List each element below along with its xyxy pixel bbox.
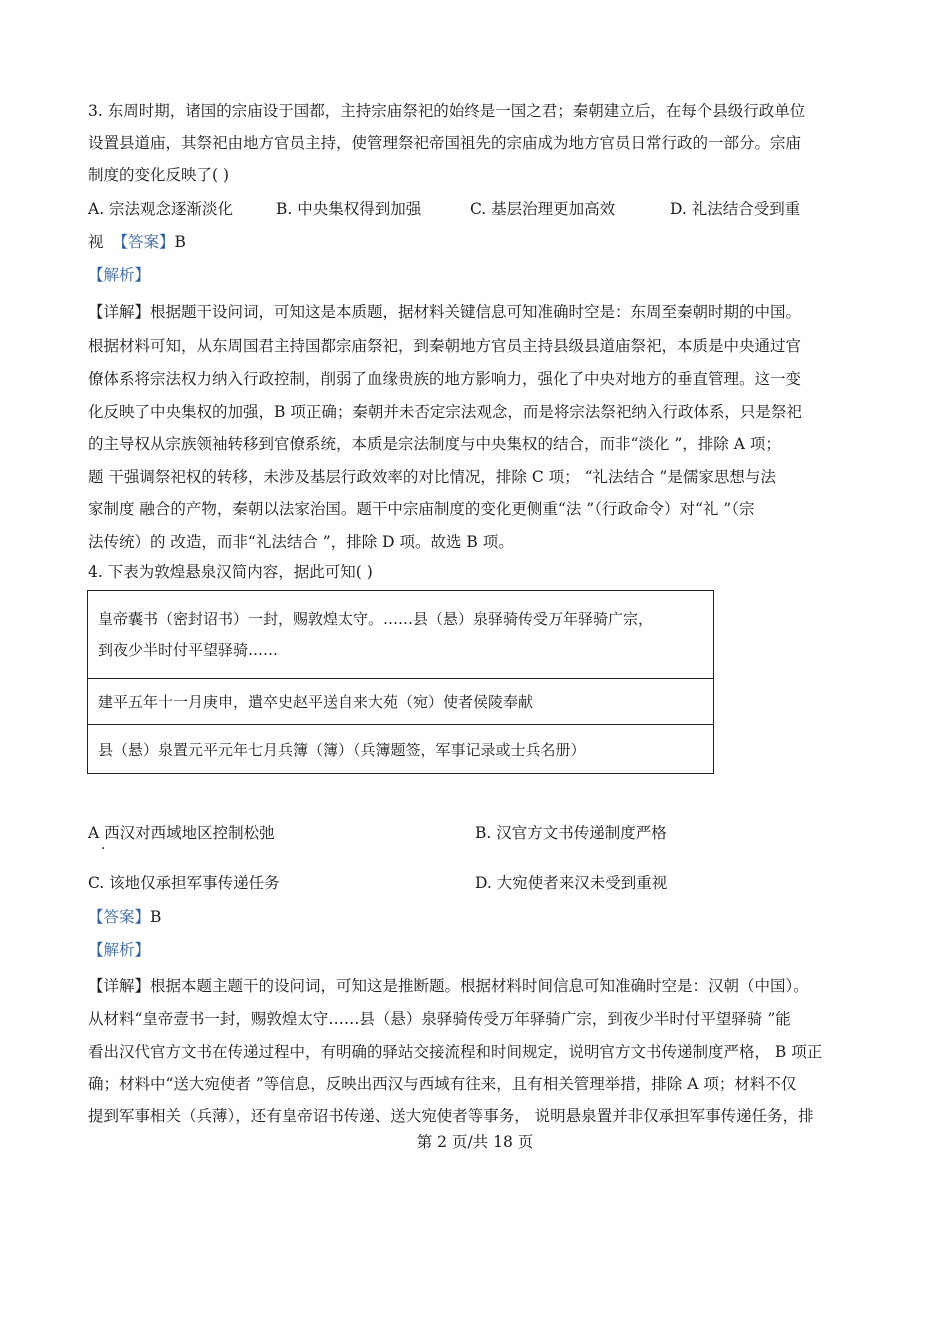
- table-cell: [88, 679, 714, 725]
- q3-detail-line-5: 的主导权从宗族领袖转移到官僚系统，本质是宗法制度与中央集权的结合，而非“淡化 ”，排除 A 项；: [88, 435, 781, 453]
- table-row: [88, 679, 714, 725]
- table-cell-text: 建平五年十一月庚申，遣卒史赵平送自来大苑（宛）使者侯陵奉献: [98, 693, 534, 711]
- q3-detail-line-8: 法传统）的 改造，而非“礼法结合 ”，排除 D 项。故选 B 项。: [88, 533, 514, 551]
- q3-detail-line-1: [88, 302, 801, 322]
- q3-detail-label: 【详解】: [88, 303, 151, 321]
- q3-detail-line-6: 题 干强调祭祀权的转移，未涉及基层行政效率的对比情况，排除 C 项； “礼法结合 ”是儒家思想与法: [88, 468, 776, 486]
- q3-answer-line: [88, 232, 186, 252]
- q4-stem: 4. 下表为敦煌悬泉汉简内容，据此可知( ): [88, 563, 373, 581]
- q3-analysis-label: 【解析】: [88, 266, 151, 284]
- q4-material-table: [87, 590, 714, 774]
- q4-option-b: B. 汉官方文书传递制度严格: [475, 824, 667, 842]
- table-cell-text: 到夜少半时付平望驿骑……: [98, 640, 279, 659]
- q3-detail-text-1: 根据题干设问词，可知这是本质题，据材料关键信息可知准确时空是：东周至秦朝时期的中国。: [150, 303, 802, 321]
- q4-detail-line-4: 确；材料中“送大宛使者 ”等信息，反映出西汉与西域有往来，且有相关管理举措，排除 A 项；材料不仅: [88, 1075, 797, 1093]
- q3-option-b: B. 中央集权得到加强: [276, 200, 422, 218]
- q3-detail-line-4: 化反映了中央集权的加强，B 项正确；秦朝并未否定宗法观念，而是将宗法祭祀纳入行政体系，只是祭祀: [88, 403, 802, 421]
- table-row: [88, 591, 714, 679]
- table-cell: [88, 591, 714, 679]
- page-footer: 第 2 页/共 18 页: [416, 1133, 534, 1151]
- emphasis-dot-icon: ·: [101, 841, 106, 857]
- q3-option-d: D. 礼法结合受到重: [670, 200, 801, 218]
- q3-stem-line-1: 3. 东周时期，诸国的宗庙设于国都，主持宗庙祭祀的始终是一国之君；秦朝建立后，在每个县级行政单位: [88, 102, 806, 120]
- q3-option-c: C. 基层治理更加高效: [470, 200, 616, 218]
- q3-detail-line-3: 僚体系将宗法权力纳入行政控制，削弱了血缘贵族的地方影响力，强化了中央对地方的垂直管理。这一变: [88, 370, 802, 388]
- q3-option-d-continued: 视: [88, 233, 104, 251]
- q4-detail-line-1: [88, 976, 809, 996]
- q4-option-a: A 西汉对西域地区控制松弛: [88, 824, 275, 842]
- table-cell-text: 县（悬）泉置元平元年七月兵簿（簿）（兵簿题签，军事记录或士兵名册）: [98, 740, 586, 759]
- q4-option-c: C. 该地仅承担军事传递任务: [88, 874, 280, 892]
- q4-answer-line: [88, 907, 161, 927]
- q3-answer-label: 【答案】: [112, 233, 175, 251]
- q4-detail-line-2: 从材料“皇帝壹书一封，赐敦煌太守……县（悬）泉驿骑传受万年驿骑广宗，到夜少半时付平望驿骑 ”能: [88, 1010, 791, 1028]
- q4-answer-label: 【答案】: [88, 908, 151, 926]
- q3-stem-line-2: 设置县道庙，其祭祀由地方官员主持，使管理祭祀帝国祖先的宗庙成为地方官员日常行政的一部分。宗庙: [88, 134, 802, 152]
- table-cell-text: 皇帝囊书（密封诏书）一封，赐敦煌太守。……县（悬）泉驿骑传受万年驿骑广宗，: [98, 609, 654, 628]
- q3-answer-value: B: [174, 233, 186, 251]
- q4-detail-line-3: 看出汉代官方文书在传递过程中，有明确的驿站交接流程和时间规定，说明官方文书传递制度严格， B 项正: [88, 1043, 823, 1061]
- q4-detail-text-1: 根据本题主题干的设问词，可知这是推断题。根据材料时间信息可知准确时空是：汉朝（中国）。: [150, 977, 809, 995]
- q4-detail-label: 【详解】: [88, 977, 151, 995]
- table-row: [88, 725, 714, 774]
- q4-detail-line-5: 提到军事相关（兵薄），还有皇帝诏书传递、送大宛使者等事务， 说明悬泉置并非仅承担军事传递任务，排: [88, 1107, 814, 1125]
- q3-option-a: A. 宗法观念逐渐淡化: [88, 200, 234, 218]
- q4-option-d: D. 大宛使者来汉未受到重视: [475, 874, 668, 892]
- q3-stem-line-3: 制度的变化反映了( ): [88, 166, 230, 184]
- q3-detail-line-7: 家制度 融合的产物，秦朝以法家治国。题干中宗庙制度的变化更侧重“法 ”（行政命令）对“礼 ”（宗: [88, 500, 755, 518]
- q4-analysis-label: 【解析】: [88, 941, 151, 959]
- q3-detail-line-2: 根据材料可知，从东周国君主持国都宗庙祭祀，到秦朝地方官员主持县级县道庙祭祀，本质是中央通过官: [88, 337, 802, 355]
- q4-answer-value: B: [150, 908, 162, 926]
- table-cell: [88, 725, 714, 774]
